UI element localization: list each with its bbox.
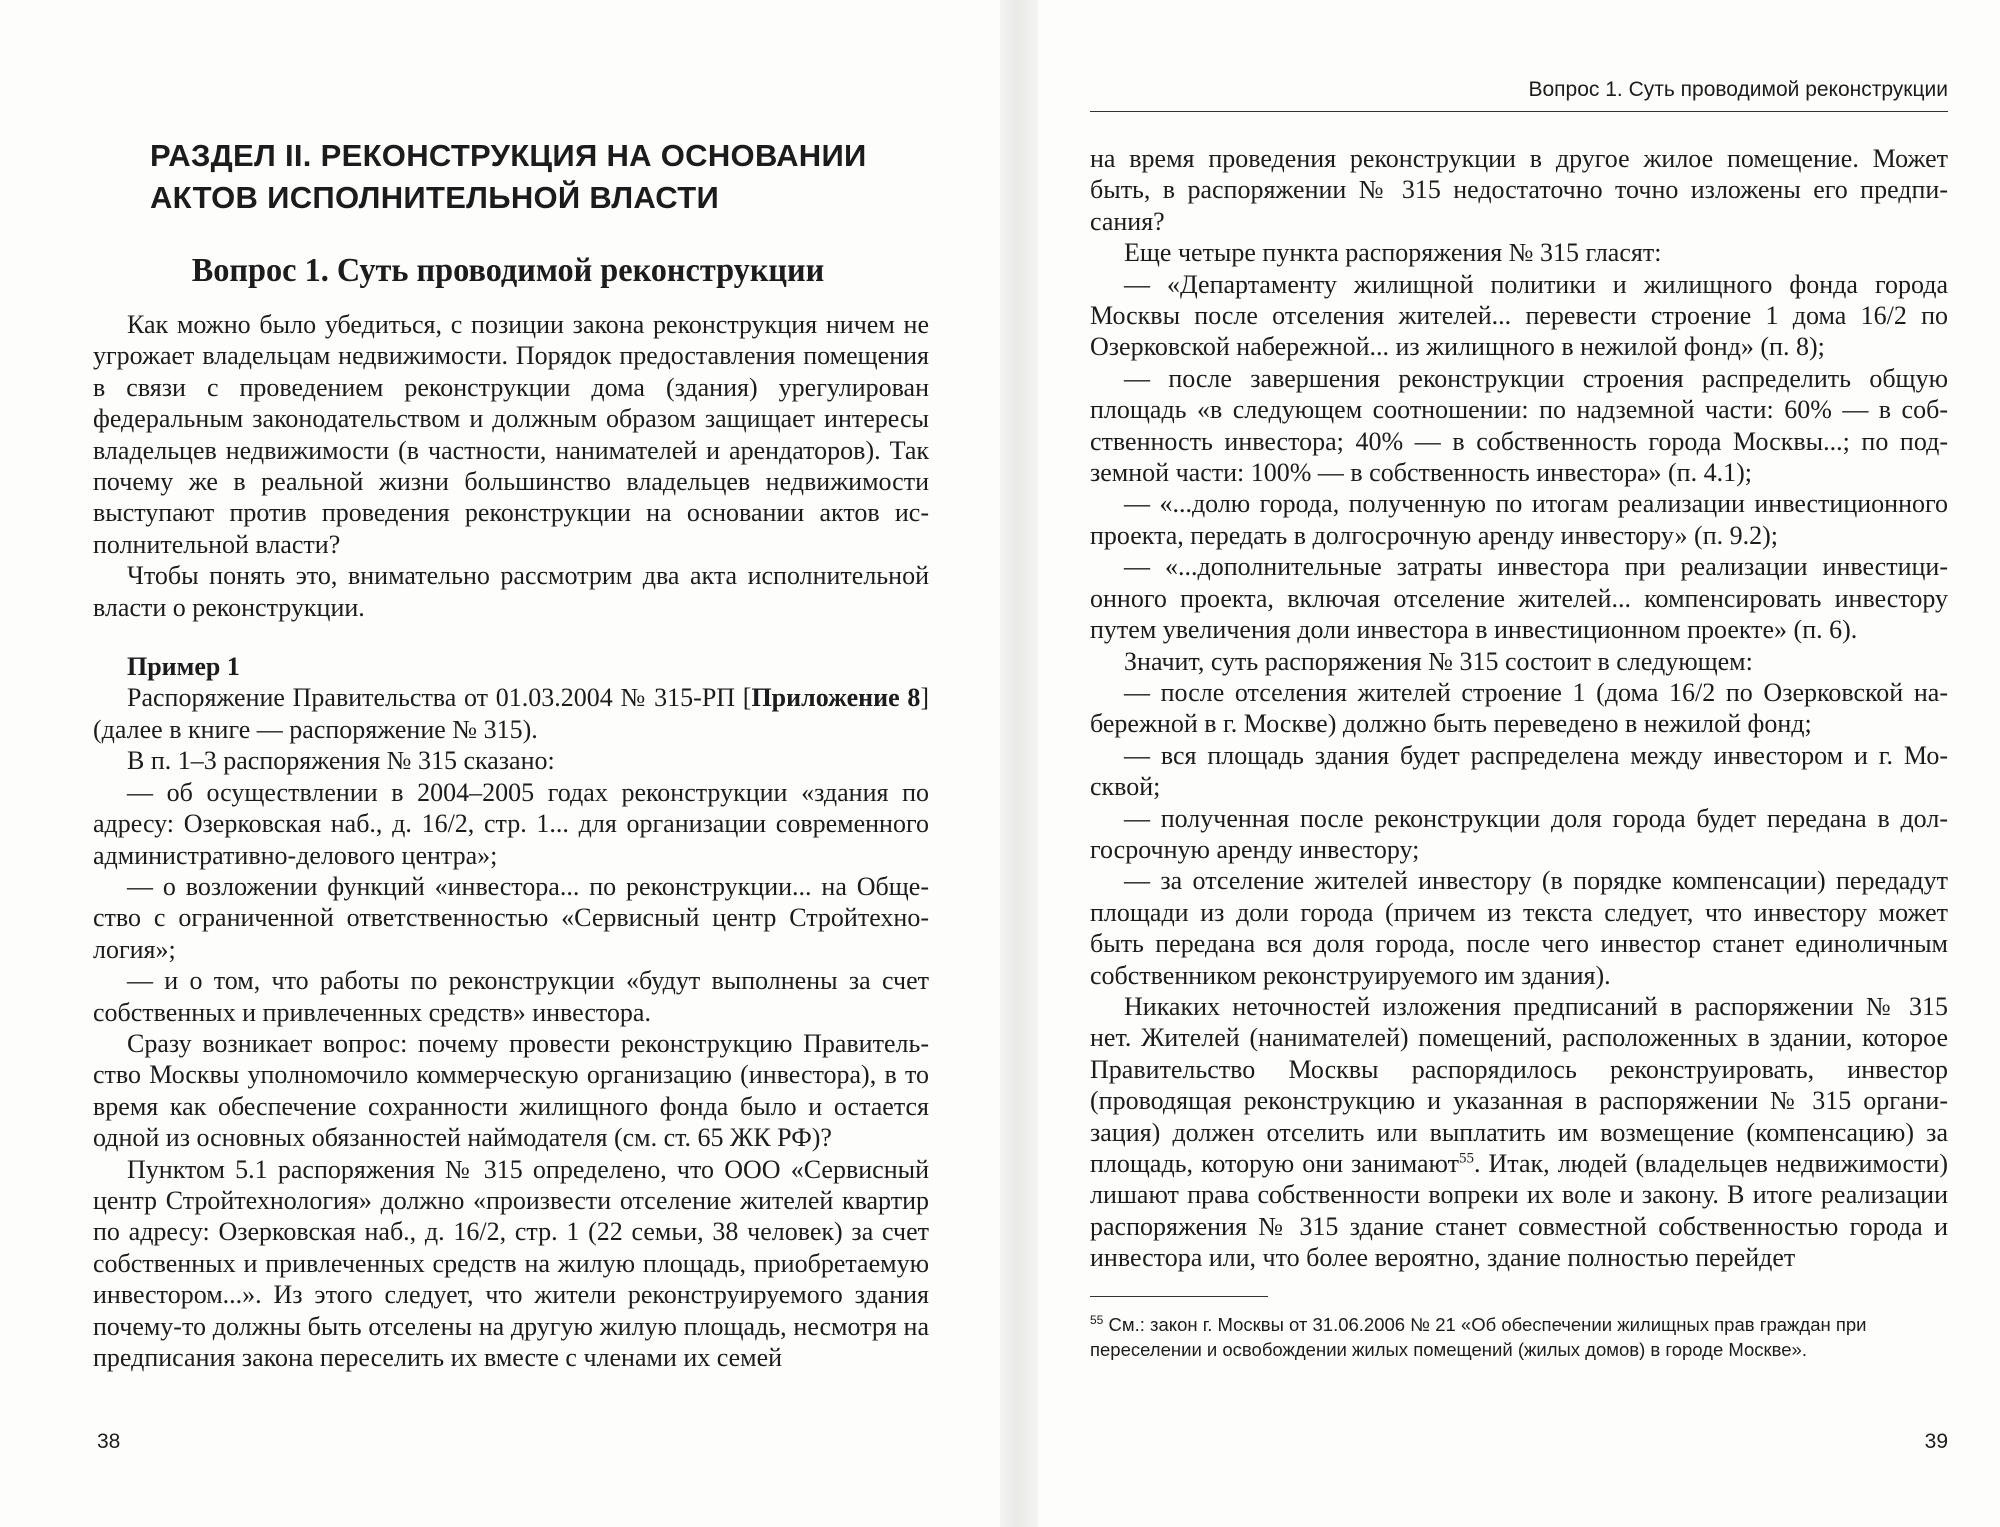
example-intro-text: ] (далее в книге — распоряжение № 315).	[93, 683, 929, 744]
paragraph: — и о том, что работы по реконструкции «будут выполнены за счет собственных и привлеченных средств» инвестора.	[93, 966, 929, 1027]
paragraph-text: . Итак, людей (владельцев недвижимости) лишают права собственности вопреки их воле и закону. В итоге реализации распоряжения № 315 здание станет совместной собственностью города и инвестора или, что более вероятно, здание полностью перейдет	[1090, 1149, 1948, 1273]
footnote-reference[interactable]: 55	[1458, 1150, 1474, 1167]
footnote-text: См.: закон г. Москвы от 31.06.2006 № 21 «Об обеспечении жилищных прав граждан при переселении и освобождении жилых помещений (жилых домов) в городе Москве».	[1090, 1314, 1867, 1360]
footnote-number: 55	[1090, 1312, 1104, 1327]
paragraph: — за отселение жителей инвестору (в порядке компенсации) передадут площади из доли города (причем из текста следует, что инвестору может быть передана вся доля города, после чего инвестор станет единоличным собственником реконструируемого им здания).	[1090, 866, 1948, 990]
example-heading: Пример 1	[127, 652, 240, 682]
header-divider	[1090, 111, 1948, 112]
paragraph: Пунктом 5.1 распоряжения № 315 определено, что ООО «Сервисный центр Стройтехнология» должно «произвести отселение жителей квартир по адресу: Озерковская наб., д. 16/2, стр. 1 (22 семьи, 38 человек) за счет собственных и привлеченных средств на жилую площадь, приобретаемую инвестором...». Из этого следует, что жители реконструируемого здания почему-то должны быть отселены на другую жилую площадь, несмотря на предписания закона переселить их вместе с членами их семей	[93, 1154, 929, 1372]
paragraph: — «Департаменту жилищной политики и жилищного фонда города Москвы после отселения жителей... перевести строение 1 дома 16/2 по Озерковской набережной... из жилищного в нежилой фонд» (п. 8);	[1090, 269, 1948, 362]
paragraph: на время проведения реконструкции в другое жилое помещение. Может быть, в распоряжении № 315 недостаточно точно изложены его предписания?	[1090, 144, 1948, 236]
footnote-divider	[1090, 1296, 1268, 1297]
paragraph: — об осуществлении в 2004–2005 годах реконструкции «здания по адресу: Озерковская наб., д. 16/2, стр. 1... для организации современного административно-делового центра»;	[93, 777, 929, 870]
right-page	[1038, 0, 2000, 1527]
page-number: 39	[1924, 1430, 1948, 1453]
book-gutter	[1000, 0, 1038, 1527]
example-intro	[93, 682, 929, 745]
paragraph: — «...долю города, полученную по итогам реализации инвестиционного проекта, передать в долгосрочную аренду инвестору» (п. 9.2);	[1090, 489, 1948, 550]
appendix-reference: Приложение 8	[751, 683, 921, 713]
paragraph: — полученная после реконструкции доля города будет передана в долгосрочную аренду инвестору;	[1090, 803, 1948, 864]
paragraph: Значит, суть распоряжения № 315 состоит в следующем:	[1124, 646, 1753, 676]
footnote	[1090, 1312, 1948, 1362]
right-body-text	[1090, 143, 1948, 1274]
running-header: Вопрос 1. Суть проводимой реконструкции	[1528, 78, 1948, 101]
paragraph	[1090, 991, 1948, 1274]
page-number: 38	[97, 1430, 121, 1453]
paragraph: Чтобы понять это, внимательно рассмотрим два акта исполнительной власти о реконструкции.	[93, 561, 929, 622]
paragraph: Как можно было убедиться, с позиции закона реконструкция ничем не угрожает владельцам недвижимости. Порядок предоставления помещения в связи с проведением реконструкции дома (здания) урегулирован федеральным законодательством и должным образом защищает интересы владельцев недвижимости (в частности, нанимателей и арендаторов). Так почему же в реальной жизни большинство владельцев недвижимости выступают против проведения реконструкции на основании актов исполнительной власти?	[93, 310, 929, 559]
paragraph: — «...дополнительные затраты инвестора при реализации инвестиционного проекта, включая отселение жителей... компенсировать инвестору путем увеличения доли инвестора в инвестиционном проекте» (п. 6).	[1090, 552, 1948, 645]
paragraph: — о возложении функций «инвестора... по реконструкции... на Общество с ограниченной ответственностью «Сервисный центр Стройтехнология»;	[93, 871, 929, 964]
paragraph: Еще четыре пункта распоряжения № 315 гласят:	[1124, 238, 1662, 268]
paragraph: В п. 1–3 распоряжения № 315 сказано:	[127, 746, 555, 776]
chapter-title: Вопрос 1. Суть проводимой реконструкции	[191, 252, 825, 289]
example-intro-text: Распоряжение Правительства от 01.03.2004 № 315-РП [	[127, 683, 752, 713]
paragraph-text: Никаких неточностей изложения предписаний в распоряжении № 315 нет. Жителей (нанимателей) помещений, расположенных в здании, которое Правительство Москвы распорядилось реконструировать, инвестор (проводящая реконструкцию и указанная в распоряжении № 315 организация) должен отселить или выплатить им возмещение (компенсацию) за площадь, которую они занимают	[1090, 991, 1948, 1178]
section-title: РАЗДЕЛ II. РЕКОНСТРУКЦИЯ НА ОСНОВАНИИ АКТОВ ИСПОЛНИТЕЛЬНОЙ ВЛАСТИ	[150, 138, 867, 215]
paragraph: — вся площадь здания будет распределена между инвестором и г. Москвой;	[1090, 740, 1948, 802]
paragraph: Сразу возникает вопрос: почему провести реконструкцию Правительство Москвы уполномочило коммерческую организацию (инвестора), в то время как обеспечение сохранности жилищного фонда было и остается одной из основных обязанностей наймодателя (см. ст. 65 ЖК РФ)?	[93, 1028, 929, 1153]
paragraph: — после отселения жителей строение 1 (дома 16/2 по Озерковской набережной в г. Москве) должно быть переведено в нежилой фонд;	[1090, 677, 1948, 739]
paragraph: — после завершения реконструкции строения распределить общую площадь «в следующем соотношении: по надземной части: 60% — в собственность инвестора; 40% — в собственность города Москвы...; по подземной части: 100% — в собственность инвестора» (п. 4.1);	[1090, 363, 1948, 488]
left-body-text	[93, 309, 929, 1373]
